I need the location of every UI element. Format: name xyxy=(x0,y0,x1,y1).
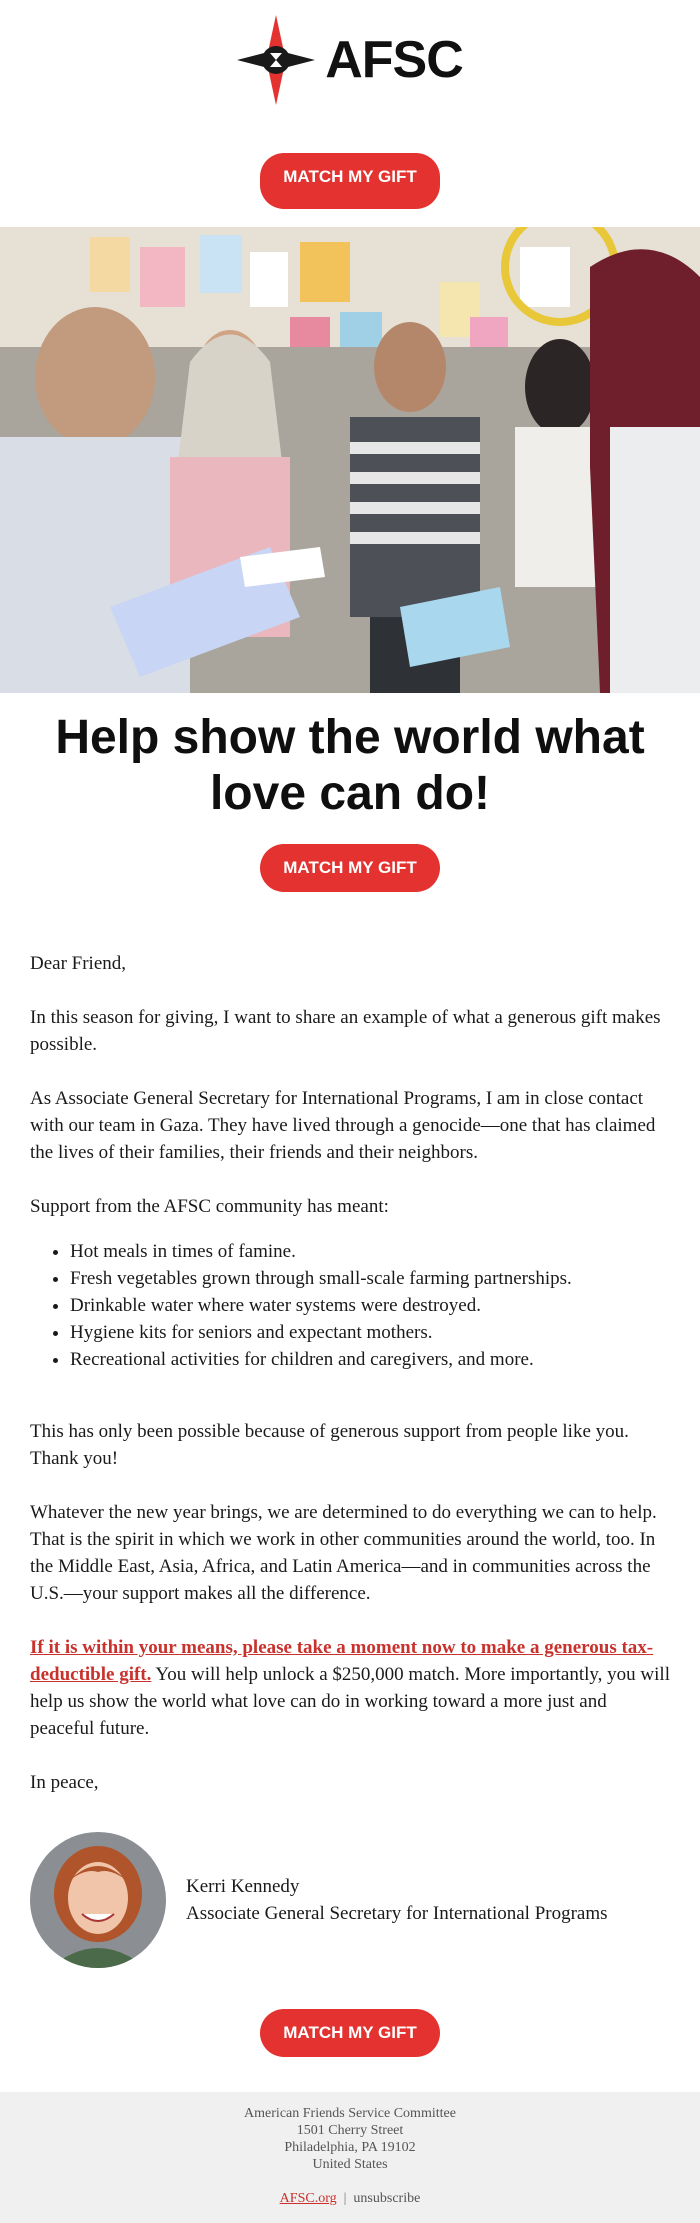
list-item: • Drinkable water where water systems were destroyed. xyxy=(70,1292,675,1319)
footer-city: Philadelphia, PA 19102 xyxy=(284,2140,416,2155)
headline: Help show the world what love can do! xyxy=(55,711,645,820)
match-gift-button-middle[interactable]: MATCH MY GIFT xyxy=(260,844,439,892)
paragraph-4: This has only been possible because of generous support from people like you. Thank you! xyxy=(30,1421,629,1469)
paragraph-5: Whatever the new year brings, we are determined to do everything we can to help. That is the spirit in which we work in other communities around the world, too. In the Middle East, Asia, Africa, and Latin America—and in communities across the U.S.—your support makes all the difference. xyxy=(30,1502,657,1604)
signature-block xyxy=(30,1832,608,1968)
closing: In peace, xyxy=(30,1772,99,1793)
logo-wordmark: AFSC xyxy=(325,31,463,89)
list-item: • Recreational activities for children and caregivers, and more. xyxy=(70,1346,675,1373)
paragraph-2: As Associate General Secretary for International Programs, I am in close contact with our team in Gaza. They have lived through a genocide—one that has claimed the lives of their families, their friends and their neighbors. xyxy=(30,1088,656,1163)
footer-org: American Friends Service Committee xyxy=(244,2106,456,2121)
email-footer xyxy=(0,2092,700,2223)
footer-country: United States xyxy=(312,2157,388,2172)
paragraph-1: In this season for giving, I want to share an example of what a generous gift makes possible. xyxy=(30,1007,661,1055)
signer-name: Kerri Kennedy xyxy=(186,1876,300,1897)
list-item: • Fresh vegetables grown through small-scale farming partnerships. xyxy=(70,1265,675,1292)
unsubscribe-link[interactable]: unsubscribe xyxy=(353,2191,421,2206)
paragraph-6 xyxy=(30,1634,675,1742)
list-item: • Hot meals in times of famine. xyxy=(70,1238,675,1265)
hero-photo-art xyxy=(0,227,700,693)
footer-separator: | xyxy=(343,2191,347,2206)
paragraph-6-rest: You will help unlock a $250,000 match. More importantly, you will help us show the world what love can do in working toward a more just and peaceful future. xyxy=(30,1664,670,1739)
match-gift-button-bottom[interactable]: MATCH MY GIFT xyxy=(260,2009,439,2057)
greeting: Dear Friend, xyxy=(30,953,127,974)
signer-title: Associate General Secretary for International Programs xyxy=(186,1903,608,1924)
hero-photo[interactable] xyxy=(0,227,700,693)
paragraph-3: Support from the AFSC community has meant: xyxy=(30,1196,389,1217)
list-item: • Hygiene kits for seniors and expectant mothers. xyxy=(70,1319,675,1346)
letter-body xyxy=(30,950,675,1823)
star-icon xyxy=(237,15,315,105)
avatar xyxy=(30,1832,166,1968)
match-gift-button-top[interactable]: MATCH MY GIFT xyxy=(260,153,439,209)
afsc-site-link[interactable]: AFSC.org xyxy=(279,2191,337,2206)
afsc-logo[interactable] xyxy=(237,15,463,105)
email-header xyxy=(0,0,700,120)
footer-street: 1501 Cherry Street xyxy=(296,2123,404,2138)
avatar-photo xyxy=(30,1832,166,1968)
support-list xyxy=(30,1238,675,1373)
donate-link[interactable]: If it is within your means, please take a moment now to make a generous tax-deductible gift. xyxy=(30,1637,654,1685)
